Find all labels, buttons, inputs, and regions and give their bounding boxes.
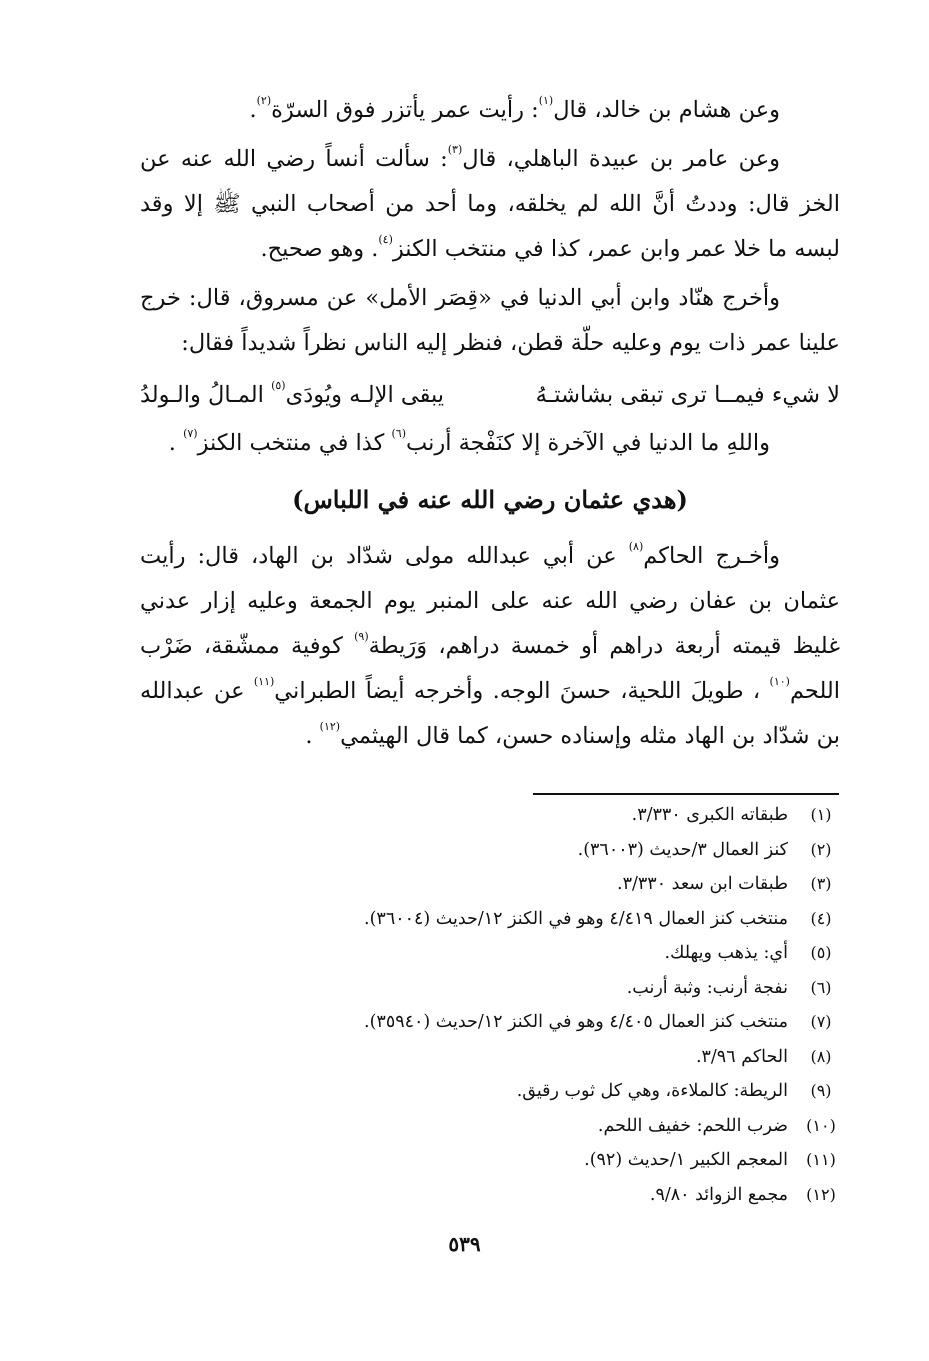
footnote-text: الحاكم ٣/٩٦. [695, 1046, 788, 1067]
paragraph-after-verse: واللهِ ما الدنيا في الآخرة إلا كنَفْجة أرنب$^{(٦)}$ كذا في منتخب الكنز$^{(٧)}$ . [168, 427, 770, 456]
footnote-item [140, 840, 846, 875]
footnote-number: (٤) [810, 908, 832, 928]
footnote-separator [533, 793, 839, 795]
footnote-ref: (٢) [256, 94, 272, 107]
footnote-text: مجمع الزوائد ٩/٨٠. [649, 1184, 788, 1205]
footnote-number: (٦) [810, 977, 832, 997]
footnote-ref: (٧) [183, 427, 198, 440]
main-text [140, 88, 840, 759]
footnote-number: (١١) [806, 1150, 836, 1169]
footnote-item [140, 1185, 846, 1220]
footnote-item [140, 1012, 846, 1047]
paragraph-hannad: وأخرج هنّاد وابن أبي الدنيا في «قِصَر الأمل» عن مسروق، قال: خرج علينا عمر ذات يوم وعليه حلّة قطن، فنظر إليه الناس نظراً شديداً فقال: [140, 285, 840, 356]
footnote-ref: (٨) [628, 540, 644, 553]
footnote-text: طبقات ابن سعد ٣/٣٣٠. [617, 874, 788, 894]
footnote-text: كنز العمال ٣/حديث (٣٦٠٠٣). [577, 839, 788, 860]
footnote-ref: (١٢) [319, 720, 341, 733]
footnote-number: (٨) [810, 1046, 832, 1066]
footnote-ref: (١١) [253, 675, 275, 688]
footnote-text: أي: يذهب ويهلك. [664, 943, 788, 963]
footnote-ref: (٤) [378, 233, 393, 246]
footnote-ref: (٦) [391, 427, 406, 440]
footnote-number: (١٢) [806, 1184, 836, 1204]
footnote-item [140, 1116, 846, 1151]
footnote-number: (١) [810, 805, 832, 824]
footnote-ref: (١٠) [769, 675, 790, 688]
verse-first-hemistich: لا شيء فيمــا ترى تبقى بشاشتـهُ [535, 382, 840, 408]
verse-second-hemistich: يبقى الإلـه ويُودَى$^{(٥)}$ المـالُ والـولدُ [140, 379, 445, 408]
footnote-text: نفجة أرنب: وثبة أرنب. [626, 977, 788, 998]
paragraph-uthman: وأخـرج الحاكم$^{(٨)}$ عن أبي عبدالله مولى شدّاد بن الهاد، قال: رأيت عثمان بن عفان رضي الله عنه على المنبر يوم الجمعة وعليه إزار عدني غليظ قيمته أربعة دراهم أو خمسة دراهم، وَرَيطة$^{(٩)}$ كوفية ممشّقة، ضَرْب اللحم$^{(١٠)}$ ، طويلَ اللحية، حسنَ الوجه. وأخرجه أيضاً الطبراني$^{(١١)}$ عن عبدالله بن شدّاد بن الهاد مثله وإسناده حسن، كما قال الهيثمي$^{(١٢)}$ . [140, 540, 841, 749]
poem-verse [140, 370, 840, 420]
footnote-number: (٥) [810, 943, 832, 962]
page-number: ٥٣٩ [448, 1232, 481, 1256]
footnote-item [140, 978, 846, 1013]
footnote-number: (٢) [810, 839, 832, 859]
footnote-number: (١٠) [806, 1115, 836, 1135]
footnote-text: الريطة: كالملاءة، وهي كل ثوب رقيق. [516, 1081, 788, 1101]
footnote-item [140, 909, 846, 944]
footnote-ref: (٣) [447, 143, 463, 156]
footnote-ref: (٩) [354, 630, 369, 643]
paragraph-hisham: وعن هشام بن خالد، قال$^{(١)}$: رأيت عمر يأتزر فوق السرّة$^{(٢)}$. [249, 94, 780, 123]
footnote-item [140, 1081, 846, 1116]
footnote-text: منتخب كنز العمال ٤/٤١٩ وهو في الكنز ١٢/حديث (٣٦٠٠٤). [364, 908, 788, 929]
footnote-number: (٧) [810, 1012, 832, 1031]
footnote-item [140, 874, 846, 909]
footnote-ref: (٥) [271, 379, 286, 392]
footnote-text: ضرب اللحم: خفيف اللحم. [597, 1115, 788, 1136]
footnote-text: منتخب كنز العمال ٤/٤٠٥ وهو في الكنز ١٢/حديث (٣٥٩٤٠). [364, 1012, 788, 1032]
footnote-item [140, 1150, 846, 1185]
footnote-item [140, 1047, 846, 1082]
footnote-item [140, 943, 846, 978]
footnote-text: المعجم الكبير ١/حديث (٩٢). [584, 1150, 788, 1170]
footnote-number: (٩) [810, 1081, 832, 1100]
footnotes [140, 805, 846, 1219]
footnote-item [140, 805, 846, 840]
section-heading: (هدي عثمان رضي الله عنه في اللباس) [292, 485, 688, 514]
footnote-ref: (١) [538, 94, 554, 107]
footnote-text: طبقاته الكبرى ٣/٣٣٠. [631, 805, 788, 825]
footnote-number: (٣) [810, 874, 832, 893]
paragraph-amir: وعن عامر بن عبيدة الباهلي، قال$^{(٣)}$: سألت أنساً رضي الله عنه عن الخز قال: وددتُ أنَّ الله لم يخلقه، وما أحد من أصحاب النبي ﷺ إلا وقد لبسه ما خلا عمر وابن عمر، كذا في منتخب الكنز$^{(٤)}$. وهو صحيح. [140, 143, 840, 262]
